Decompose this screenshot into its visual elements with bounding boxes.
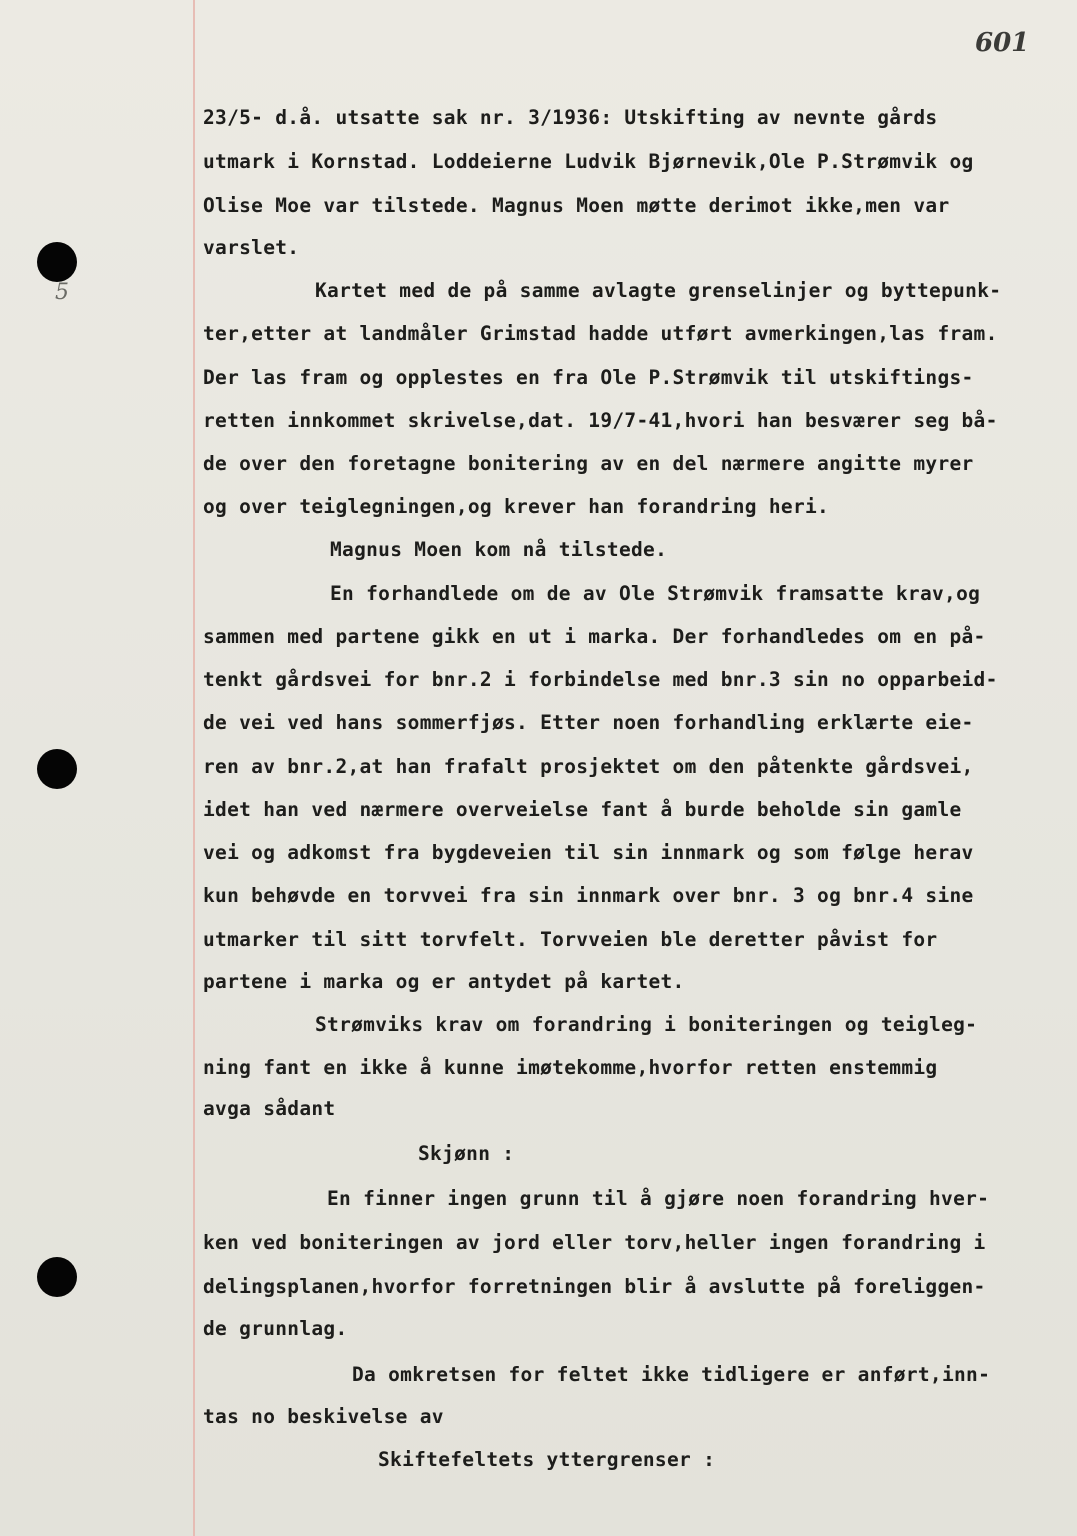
page-number: 601	[975, 28, 1030, 58]
text-line: utmarker til sitt torvfelt. Torvveien ble deretter påvist for	[203, 928, 938, 951]
punch-hole	[37, 749, 77, 789]
text-line: de vei ved hans sommerfjøs. Etter noen forhandling erklærte eie-	[203, 711, 974, 734]
text-line: de over den foretagne bonitering av en del nærmere angitte myrer	[203, 452, 974, 475]
text-line: utmark i Kornstad. Loddeierne Ludvik Bjørnevik,Ole P.Strømvik og	[203, 150, 974, 173]
text-line: avga sådant	[203, 1097, 336, 1120]
text-line: retten innkommet skrivelse,dat. 19/7-41,hvori han besværer seg bå-	[203, 409, 998, 432]
text-line: Skjønn :	[418, 1142, 515, 1165]
punch-hole	[37, 242, 77, 282]
text-line: partene i marka og er antydet på kartet.	[203, 970, 685, 993]
margin-mark: 5	[55, 280, 69, 305]
text-line: Strømviks krav om forandring i boniteringen og teigleg-	[315, 1013, 978, 1036]
text-line: tenkt gårdsvei for bnr.2 i forbindelse med bnr.3 sin no opparbeid-	[203, 668, 998, 691]
text-line: Der las fram og opplestes en fra Ole P.Strømvik til utskiftings-	[203, 366, 974, 389]
text-line: idet han ved nærmere overveielse fant å burde beholde sin gamle	[203, 798, 962, 821]
text-line: ren av bnr.2,at han frafalt prosjektet om den påtenkte gårdsvei,	[203, 755, 974, 778]
text-line: delingsplanen,hvorfor forretningen blir å avslutte på foreliggen-	[203, 1275, 986, 1298]
punch-hole	[37, 1257, 77, 1297]
text-line: kun behøvde en torvvei fra sin innmark over bnr. 3 og bnr.4 sine	[203, 884, 974, 907]
text-line: ning fant en ikke å kunne imøtekomme,hvorfor retten enstemmig	[203, 1056, 938, 1079]
text-line: og over teiglegningen,og krever han forandring heri.	[203, 495, 830, 518]
text-line: Magnus Moen kom nå tilstede.	[330, 538, 668, 561]
text-line: ken ved boniteringen av jord eller torv,heller ingen forandring i	[203, 1231, 986, 1254]
text-line: ter,etter at landmåler Grimstad hadde utført avmerkingen,las fram.	[203, 322, 998, 345]
text-line: Olise Moe var tilstede. Magnus Moen møtte derimot ikke,men var	[203, 194, 950, 217]
text-line: En finner ingen grunn til å gjøre noen forandring hver-	[327, 1187, 990, 1210]
text-line: Da omkretsen for feltet ikke tidligere er anført,inn-	[352, 1363, 991, 1386]
text-line: de grunnlag.	[203, 1317, 348, 1340]
text-line: Kartet med de på samme avlagte grenselinjer og byttepunk-	[315, 279, 1002, 302]
text-line: Skiftefeltets yttergrenser :	[378, 1448, 716, 1471]
margin-line	[193, 0, 195, 1536]
text-line: sammen med partene gikk en ut i marka. Der forhandledes om en på-	[203, 625, 986, 648]
text-line: vei og adkomst fra bygdeveien til sin innmark og som følge herav	[203, 841, 974, 864]
text-line: En forhandlede om de av Ole Strømvik framsatte krav,og	[330, 582, 981, 605]
text-line: varslet.	[203, 236, 300, 259]
text-line: 23/5- d.å. utsatte sak nr. 3/1936: Utskifting av nevnte gårds	[203, 106, 938, 129]
text-line: tas no beskivelse av	[203, 1405, 444, 1428]
